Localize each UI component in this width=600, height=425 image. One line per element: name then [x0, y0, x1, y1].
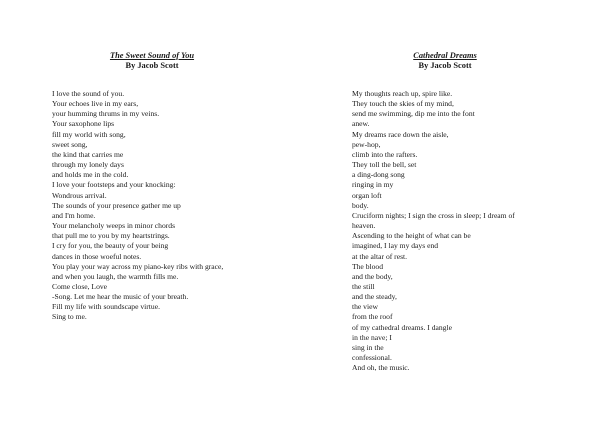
poem-line: Your saxophone lips [52, 119, 115, 129]
poem-line: imagined, I lay my days end [352, 241, 439, 251]
poem-line: through my lonely days [52, 160, 124, 170]
poem-line: Come close, Love [52, 281, 108, 291]
poem-page-right [300, 0, 600, 425]
poem-line: And oh, the music. [352, 363, 410, 373]
poem-line: Fill my life with soundscape virtue. [52, 302, 160, 312]
poem-line: My dreams race down the aisle, [352, 129, 449, 139]
poem-line: and when you laugh, the warmth fills me. [52, 271, 179, 281]
poem-line: body. [352, 200, 369, 210]
poem-line: My thoughts reach up, spire like. [352, 89, 453, 98]
poem-body [352, 89, 515, 373]
poem-line: anew. [352, 119, 370, 129]
poem-author: By Jacob Scott [418, 61, 472, 70]
poem-line: Wondrous arrival. [52, 190, 107, 200]
poem-body [52, 89, 223, 323]
poem-line: fill my world with song, [52, 129, 126, 139]
poem-line: The sounds of your presence gather me up [52, 200, 181, 210]
poem-line: Your melancholy weeps in minor chords [52, 221, 176, 231]
poem-line: I love the sound of you. [52, 89, 125, 98]
poem-line: and I'm home. [52, 210, 96, 220]
poem-line: the still [352, 281, 375, 291]
poem-line: climb into the rafters. [352, 149, 418, 159]
poem-line: They touch the skies of my mind, [352, 99, 454, 109]
poem-line: I cry for you, the beauty of your being [52, 241, 169, 251]
poem-line: You play your way across my piano-key ribs with grace, [52, 261, 224, 271]
poem-line: confessional. [352, 353, 392, 363]
poem-line: sing in the [352, 342, 384, 352]
poem-line: and the steady, [352, 292, 397, 302]
poem-line: Sing to me. [52, 312, 87, 322]
poem-line: at the altar of rest. [352, 251, 408, 261]
poem-line: that pull me to you by my heartstrings. [52, 231, 170, 241]
poem-line: your humming thrums in my veins. [52, 109, 160, 119]
poem-line: pew-hop, [352, 139, 381, 149]
poem-line: heaven. [352, 221, 376, 231]
poem-line: and holds me in the cold. [52, 170, 129, 180]
poem-line: They toll the bell, set [352, 160, 417, 170]
poem-line: and the body, [352, 271, 393, 281]
poem-line: of my cathedral dreams. I dangle [352, 322, 452, 332]
poem-line: I love your footsteps and your knocking: [52, 180, 176, 190]
poem-line: from the roof [352, 312, 393, 322]
poem-line: the view [352, 302, 378, 312]
poem-title: The Sweet Sound of You [109, 51, 195, 60]
poem-line: The blood [352, 261, 384, 271]
poem-line: dances in those woeful notes. [52, 251, 142, 261]
poem-line: Cruciform nights; I sign the cross in sleep; I dream of [352, 210, 515, 220]
poem-line: in the nave; I [352, 332, 392, 342]
poem-line: Ascending to the height of what can be [352, 231, 471, 241]
poem-line: sweet song, [52, 139, 88, 149]
poem-line: organ loft [352, 190, 382, 200]
poem-line: the kind that carries me [52, 149, 124, 159]
poem-line: a ding-dong song [352, 170, 405, 180]
poem-line: ringing in my [352, 180, 394, 190]
poem-title: Cathedral Dreams [413, 51, 477, 60]
poem-author: By Jacob Scott [125, 61, 179, 70]
poem-line: -Song. Let me hear the music of your breath. [52, 292, 189, 302]
poem-line: send me swimming, dip me into the font [352, 109, 475, 119]
poem-line: Your echoes live in my ears, [52, 99, 139, 109]
